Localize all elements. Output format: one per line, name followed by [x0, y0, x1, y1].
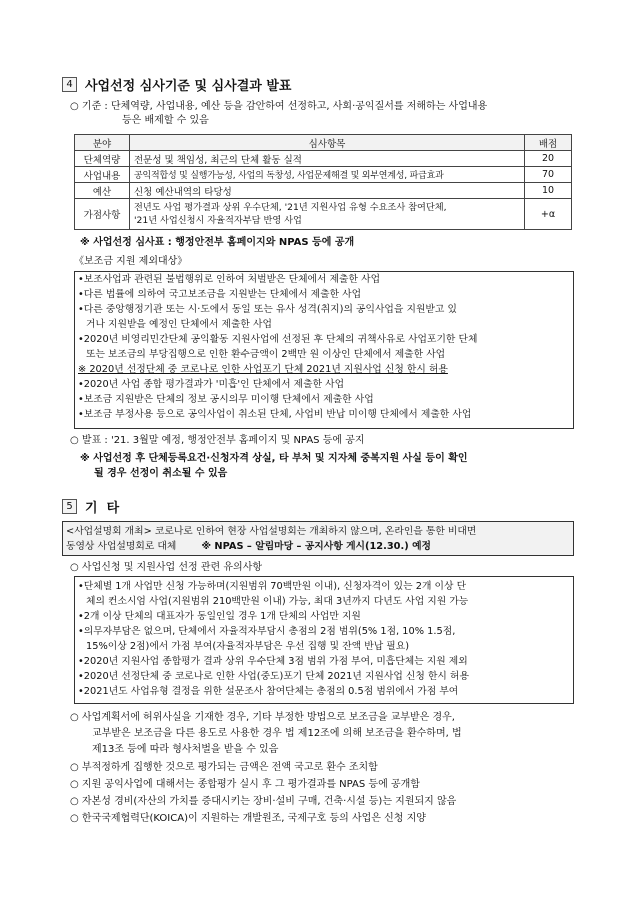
other-line-cont: 교부받은 보조금을 다른 용도로 사용한 경우 법 제12조에 의해 보조금을 환수하며, 법 [92, 728, 462, 739]
table-row [75, 199, 572, 230]
header-category: 분야 [75, 135, 130, 151]
table-row [75, 151, 572, 167]
header-item: 심사항목 [130, 135, 525, 151]
briefing-box [62, 521, 574, 556]
other-line-cont: 제13조 등에 따라 형사처벌을 받을 수 있음 [92, 744, 279, 755]
exclude-item: •보조금 지원받은 단체의 정보 공시의무 미이행 단체에서 제출한 사업 [78, 394, 374, 405]
caution-item: •2020년 선정단체 중 코로나로 인한 사업(중도)포기 단체 2021년 지원사업 신청 한시 허용 [78, 671, 469, 682]
exclude-item: •2020년 비영리민간단체 공익활동 지원사업에 선정된 후 단체의 귀책사유로 사업포기한 단체 [78, 334, 478, 345]
criteria-table-header [75, 135, 572, 151]
other-line: ○ 사업계획서에 허위사실을 기재한 경우, 기타 부정한 방법으로 보조금을 교부받은 경우, [70, 712, 455, 723]
section-4-title: 사업선정 심사기준 및 심사결과 발표 [85, 79, 292, 94]
caution-item: •단체별 1개 사업만 신청 가능하며(지원범위 70백만원 이내), 신청자격이 있는 2개 이상 단 [78, 581, 467, 592]
public-note: ※ 사업선정 심사표 : 행정안전부 홈페이지와 NPAS 등에 공개 [80, 237, 355, 248]
section-4-heading [62, 75, 291, 94]
briefing-npas-note: ※ NPAS – 알림마당 – 공지사항 게시(12.30.) 예정 [201, 541, 432, 552]
other-line: ○ 지원 공익사업에 대해서는 종합평가 실시 후 그 평가결과를 NPAS 등에 공개함 [70, 779, 420, 790]
exclude-item: •2020년 사업 종합 평가결과가 '미흡'인 단체에서 제출한 사업 [78, 379, 345, 390]
section-4-number: 4 [62, 77, 77, 92]
row-item: 전문성 및 책임성, 최근의 단체 활동 실적 [130, 151, 525, 167]
criteria-table [74, 134, 572, 230]
warn-line-2: 될 경우 선정이 취소될 수 있음 [94, 468, 228, 479]
caution-item: •2개 이상 단체의 대표자가 동일인일 경우 1개 단체의 사업만 지원 [78, 611, 361, 622]
exclude-item: •다른 법률에 의하여 국고보조금을 지원받는 단체에서 제출한 사업 [78, 289, 362, 300]
exclude-box [74, 271, 574, 429]
exclude-item-cont: 거나 지원받을 예정인 단체에서 제출한 사업 [86, 319, 272, 330]
exclude-item: •보조사업과 관련된 불법행위로 인하여 처벌받은 단체에서 제출한 사업 [78, 274, 381, 285]
row-item-line-2: '21년 사업신청시 자율적자부담 반영 사업 [134, 215, 302, 226]
exclude-item: •다른 중앙행정기관 또는 시·도에서 동일 또는 유사 성격(취지)의 공익사업을 지원받고 있 [78, 304, 457, 315]
section-5-heading [62, 497, 119, 516]
criteria-line-1: ○ 기준 : 단체역량, 사업내용, 예산 등을 감안하여 선정하고, 사회·공익질서를 저해하는 사업내용 [70, 101, 488, 112]
row-score: +α [525, 199, 572, 230]
other-line: ○ 자본성 경비(자산의 가치를 증대시키는 장비·설비 구매, 건축·시설 등)는 지원되지 않음 [70, 796, 457, 807]
announce-line: ○ 발표 : '21. 3월말 예정, 행정안전부 홈페이지 및 NPAS 등에 공지 [70, 435, 365, 446]
criteria-line-2: 등은 배제할 수 있음 [122, 115, 209, 126]
row-score: 10 [525, 183, 572, 199]
exclude-item-cont: 또는 보조금의 부당집행으로 인한 환수금액이 2백만 원 이상인 단체에서 제출한 사업 [86, 349, 446, 360]
other-line: ○ 한국국제협력단(KOICA)이 지원하는 개발원조, 국제구호 등의 사업은 신청 지양 [70, 813, 426, 824]
caution-item-cont: 15%이상 2점)에서 가점 부여(자율적자부담은 우선 집행 및 잔액 반납 필요) [86, 641, 410, 652]
briefing-line-2-text: 동영상 사업설명회로 대체 [66, 541, 177, 552]
table-row [75, 183, 572, 199]
section-5-number: 5 [62, 499, 77, 514]
row-item: 신청 예산내역의 타당성 [130, 183, 525, 199]
caution-item-cont: 체의 컨소시엄 사업(지원범위 210백만원 이내) 가능, 최대 3년까지 다년도 사업 지원 가능 [86, 596, 469, 607]
header-score: 배점 [525, 135, 572, 151]
caution-item: •의무자부담은 없으며, 단체에서 자율적자부담시 총점의 2점 범위(5% 1점, 10% 1.5점, [78, 626, 456, 637]
row-item-line-1: 전년도 사업 평가결과 상위 우수단체, '21년 지원사업 유형 수요조사 참여단체, [134, 202, 447, 213]
exclude-title: 《보조금 지원 제외대상》 [74, 256, 188, 267]
exclude-note: ※ 2020년 선정단체 중 코로나로 인한 사업포기 단체 2021년 지원사업 신청 한시 허용 [78, 364, 448, 375]
section-5-title: 기 타 [85, 501, 120, 516]
row-score: 20 [525, 151, 572, 167]
caution-item: •2021년도 사업유형 결정을 위한 설문조사 참여단체는 총점의 0.5점 범위에서 가점 부여 [78, 686, 459, 697]
row-item: 공익적합성 및 실행가능성, 사업의 독창성, 사업문제해결 및 외부연계성, 파급효과 [130, 167, 525, 183]
caution-box [74, 576, 574, 704]
table-row [75, 167, 572, 183]
exclude-item: •보조금 부정사용 등으로 공익사업이 취소된 단체, 사업비 반납 미이행 단체에서 제출한 사업 [78, 409, 472, 420]
briefing-line-1: <사업설명회 개최> 코로나로 인하여 현장 사업설명회는 개최하지 않으며, 온라인을 통한 비대면 [66, 526, 477, 537]
row-category: 단체역량 [75, 151, 130, 167]
row-item-multiline [130, 199, 525, 230]
briefing-line-2 [63, 539, 573, 554]
caution-item: •2020년 지원사업 종합평가 결과 상위 우수단체 3점 범위 가점 부여, 미흡단체는 지원 제외 [78, 656, 468, 667]
other-line: ○ 부적정하게 집행한 것으로 평가되는 금액은 전액 국고로 환수 조치함 [70, 762, 378, 773]
row-score: 70 [525, 167, 572, 183]
row-category: 예산 [75, 183, 130, 199]
row-category: 사업내용 [75, 167, 130, 183]
warn-line-1: ※ 사업선정 후 단체등록요건·신청자격 상실, 타 부처 및 지자체 중복지원 사실 등이 확인 [80, 453, 468, 464]
row-category: 가점사항 [75, 199, 130, 230]
caution-title: ○ 사업신청 및 지원사업 선정 관련 유의사항 [70, 562, 263, 573]
